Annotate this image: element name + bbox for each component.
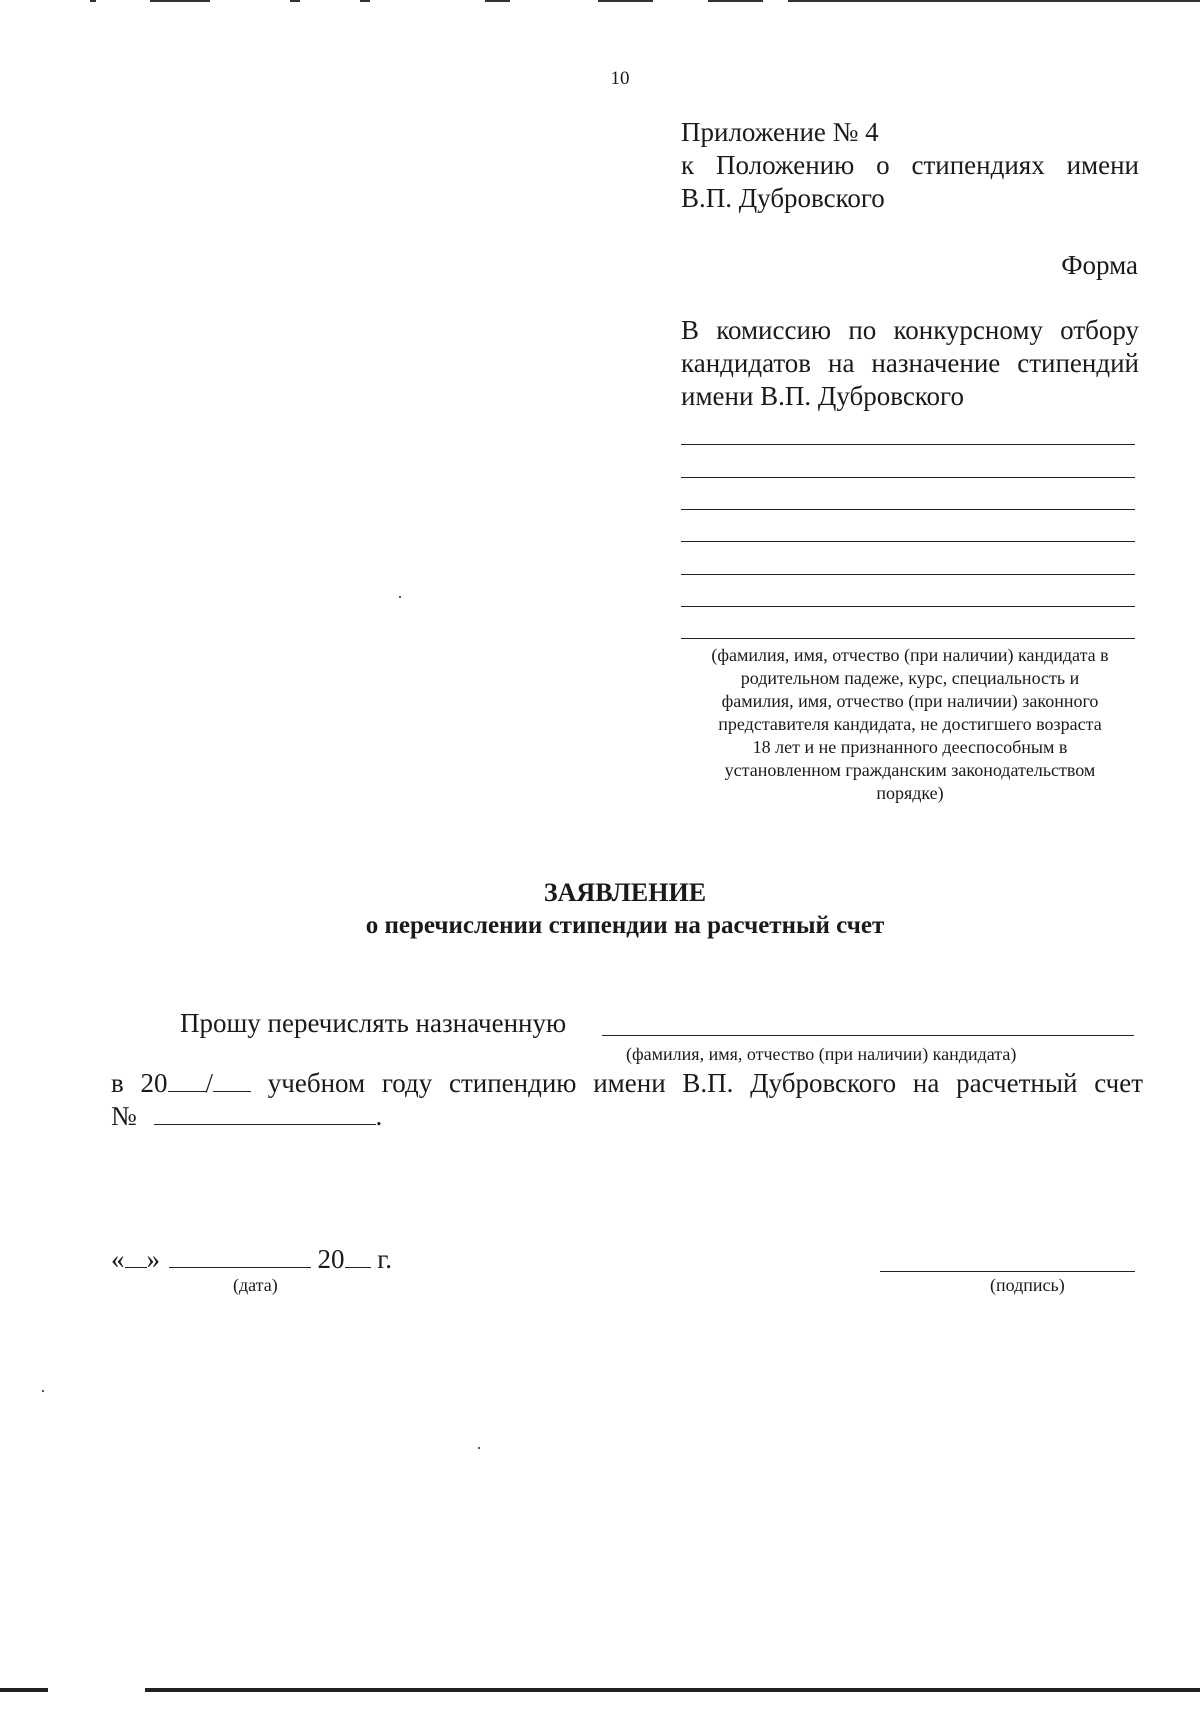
scan-artifact-top [360,0,370,2]
addressee-line: В комиссию по конкурсному отбору [681,315,1139,345]
statement-subtitle: о перечислении стипендии на расчетный счет [365,912,885,939]
scan-artifact-top [598,0,653,2]
addressee-line: кандидатов на назначение стипендий [681,348,1139,378]
signature-field[interactable] [880,1271,1135,1272]
year-slash: / [205,1068,214,1098]
form-label: Форма [1061,250,1138,280]
applicant-hint-line: фамилия, имя, отчество (при наличии) законного [721,691,1099,711]
applicant-hint-line: 18 лет и не признанного дееспособным в [752,737,1068,757]
academic-year-line [111,1068,1143,1099]
applicant-hint-line: (фамилия, имя, отчество (при наличии) кандидата в [711,645,1109,665]
statement-title: ЗАЯВЛЕНИЕ [543,878,707,907]
applicant-hint [681,644,1139,805]
scan-speck [478,1447,480,1449]
date-line [111,1244,392,1275]
applicant-fill-line[interactable] [681,606,1135,607]
scan-artifact-bottom [145,1688,1200,1692]
scan-artifact-top [485,0,510,2]
date-year-prefix: 20 [317,1244,345,1274]
date-open-quote: « [111,1244,125,1274]
scan-artifact-bottom [0,1688,48,1692]
addressee-block [681,314,1139,413]
page-number: 10 [610,68,630,89]
scan-artifact-top [90,0,96,2]
day-field[interactable] [125,1245,147,1268]
year-start-field[interactable] [168,1069,206,1092]
account-number-sign: № [111,1101,137,1131]
applicant-hint-line: установленном гражданским законодательством [724,760,1096,780]
date-close-quote: » [146,1244,160,1274]
scan-artifact-top [708,0,763,2]
request-text: Прошу перечислять назначенную [180,1008,567,1038]
appendix-reference-name: В.П. Дубровского [681,183,885,213]
year-end-field[interactable] [213,1069,251,1092]
account-period: . [375,1101,383,1131]
scan-speck [399,596,401,598]
account-line [111,1101,382,1132]
applicant-fill-line[interactable] [681,638,1135,639]
date-year-suffix: г. [377,1244,393,1274]
year-prefix: в 20 [111,1068,168,1098]
applicant-fill-line[interactable] [681,574,1135,575]
month-field[interactable] [169,1245,311,1268]
scan-speck [42,1390,44,1392]
account-number-field[interactable] [154,1102,376,1125]
appendix-reference: к Положению о стипендиях имени [681,150,1139,180]
signature-hint: (подпись) [990,1275,1065,1295]
appendix-number: Приложение № 4 [681,117,879,147]
scan-artifact-top [290,0,300,2]
candidate-name-field[interactable] [602,1035,1134,1036]
applicant-fill-line[interactable] [681,509,1135,510]
candidate-name-hint: (фамилия, имя, отчество (при наличии) кандидата) [626,1044,1017,1064]
applicant-fill-line[interactable] [681,477,1135,478]
applicant-hint-line: порядке) [876,783,944,803]
date-year-field[interactable] [345,1245,371,1268]
date-hint: (дата) [233,1275,278,1295]
applicant-hint-line: родительном падеже, курс, специальность и [740,668,1080,688]
scan-artifact-top [788,0,1200,2]
applicant-fill-line[interactable] [681,444,1135,445]
applicant-hint-line: представителя кандидата, не достигшего возраста [718,714,1102,734]
addressee-line: имени В.П. Дубровского [681,381,964,411]
scan-artifact-top [150,0,210,2]
applicant-fill-line[interactable] [681,541,1135,542]
year-rest-text: учебном году стипендию имени В.П. Дубровского на расчетный счет [267,1068,1144,1098]
appendix-header [681,116,1139,215]
